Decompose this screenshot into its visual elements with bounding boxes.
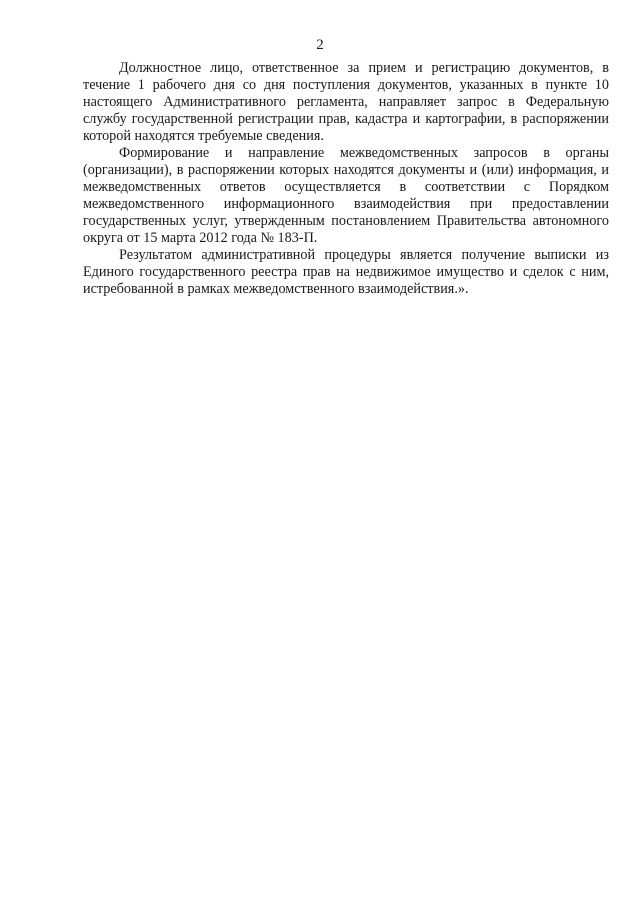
document-body — [83, 60, 609, 298]
paragraph-interagency-requests: Формирование и направление межведомственных запросов в органы (организации), в распоряжении которых находятся документы и (или) информация, и межведомственных ответов осуществляется в соответствии с Порядком межведомственного информационного взаимодействия при предоставлении государственных услуг, утвержденным постановлением Правительства автономного округа от 15 марта 2012 года № 183-П. — [83, 145, 609, 246]
paragraph-request-registration: Должностное лицо, ответственное за прием и регистрацию документов, в течение 1 рабочего дня со дня поступления документов, указанных в пункте 10 настоящего Административного регламента, направляет запрос в Федеральную службу государственной регистрации прав, кадастра и картографии, в распоряжении которой находятся требуемые сведения. — [83, 60, 609, 144]
page-number: 2 — [316, 37, 324, 53]
paragraph-procedure-result: Результатом административной процедуры является получение выписки из Единого государственного реестра прав на недвижимое имущество и сделок с ним, истребованной в рамках межведомственного взаимодействия.». — [83, 247, 609, 297]
